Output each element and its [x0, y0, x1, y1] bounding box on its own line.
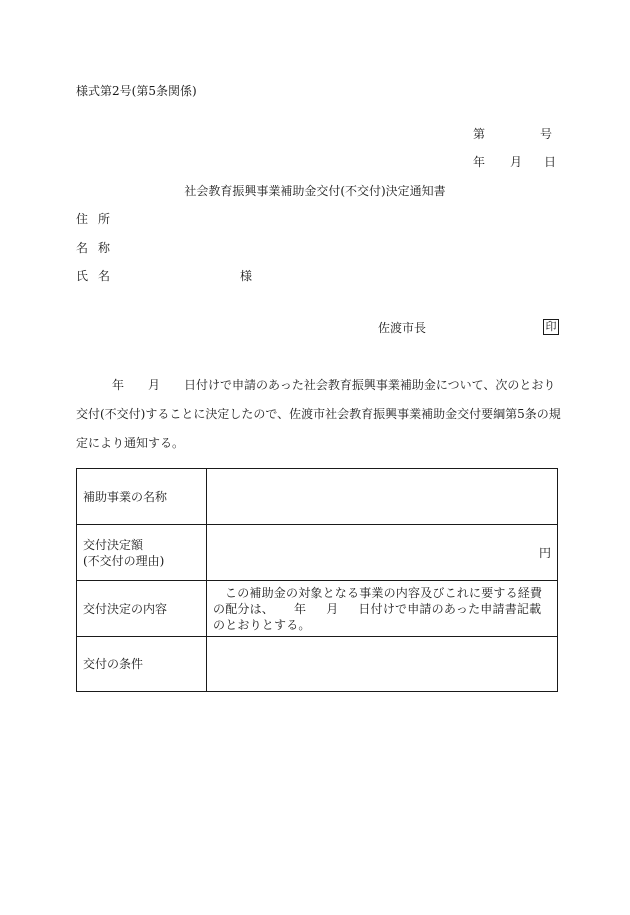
table-row — [77, 525, 558, 581]
date-day-label: 日 — [544, 155, 557, 169]
honorific: 様 — [240, 269, 253, 283]
decision-content-year: 年 — [294, 601, 307, 616]
decision-content-label: 交付決定の内容 — [77, 581, 207, 637]
body-line-1-rest: 日付けで申請のあった社会教育振興事業補助金について、次のとおり — [184, 378, 556, 392]
notice-body-line-1 — [76, 371, 560, 400]
address-label: 住所 — [76, 212, 121, 226]
decision-amount-label — [77, 525, 207, 581]
date-month-label: 月 — [510, 155, 523, 169]
decision-content-text-b: 日付けで申請のあった申請書記載のとおりとする。 — [213, 601, 542, 632]
decision-content-text-a: この補助金の対象となる事業の内容及びこれに要する経費の配分は、 — [213, 585, 543, 616]
notice-body-line-2: 交付(不交付)することに決定したので、佐渡市社会教育振興事業補助金交付要綱第5条の規 — [76, 407, 561, 421]
decision-amount-label-sub: (不交付の理由) — [83, 553, 165, 568]
grant-conditions-label: 交付の条件 — [77, 637, 207, 692]
project-name-label: 補助事業の名称 — [77, 469, 207, 525]
grant-decision-table — [76, 468, 558, 692]
decision-content-month: 月 — [326, 601, 339, 616]
grant-conditions-value — [207, 637, 558, 692]
person-name-label: 氏名 — [76, 269, 121, 283]
decision-content-value — [207, 581, 558, 637]
table-row — [77, 581, 558, 637]
document-title: 社会教育振興事業補助金交付(不交付)決定通知書 — [184, 184, 446, 198]
yen-unit: 円 — [538, 545, 551, 560]
document-number-prefix: 第 — [473, 127, 486, 141]
organization-name-label: 名称 — [76, 241, 121, 255]
issuer-title: 佐渡市長 — [378, 321, 427, 335]
notice-body — [76, 371, 560, 458]
decision-amount-value — [207, 525, 558, 581]
document-number-suffix: 号 — [540, 127, 553, 141]
project-name-value — [207, 469, 558, 525]
table-row — [77, 637, 558, 692]
decision-amount-label-main: 交付決定額 — [83, 537, 144, 552]
body-month: 月 — [148, 378, 161, 392]
date-year-label: 年 — [473, 155, 486, 169]
table-row — [77, 469, 558, 525]
form-number: 様式第2号(第5条関係) — [76, 84, 197, 98]
body-year: 年 — [112, 378, 125, 392]
notice-body-line-3: 定により通知する。 — [76, 436, 185, 450]
seal-stamp: 印 — [543, 319, 559, 335]
